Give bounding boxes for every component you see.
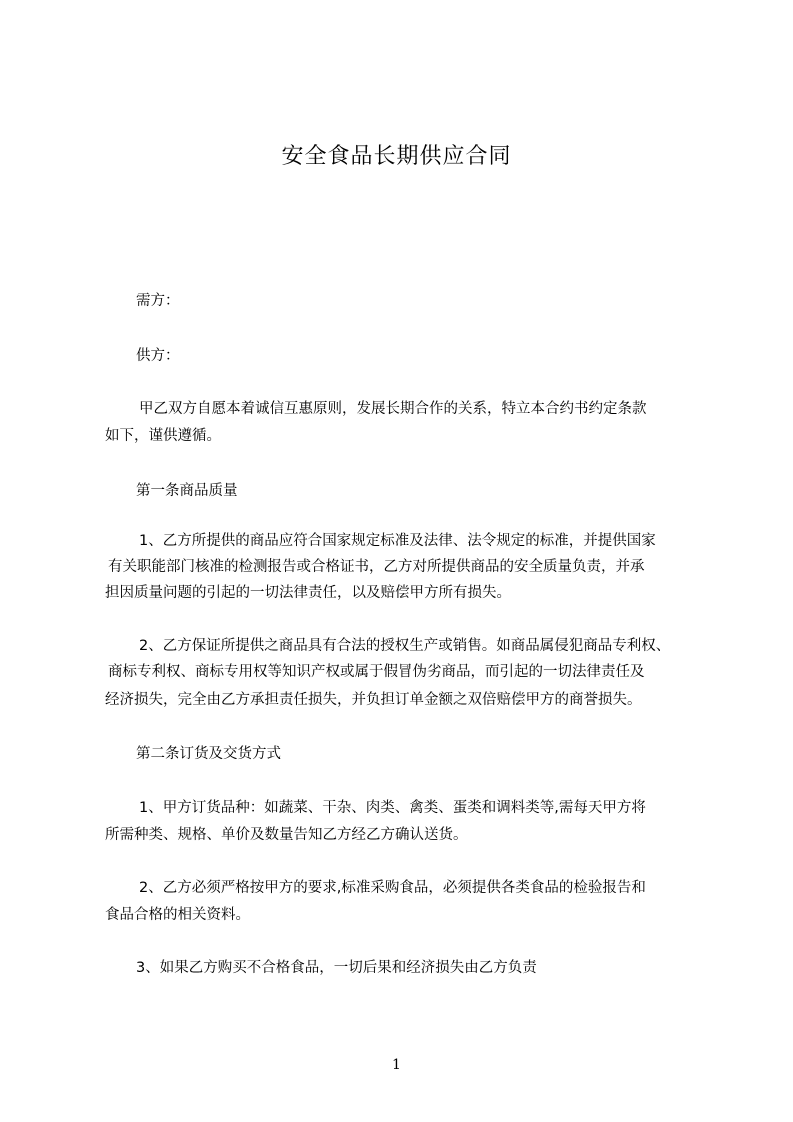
document-title: 安全食品长期供应合同 [281,144,512,169]
page-number: 1 [392,1057,401,1073]
article-2-clause-1-line-1: 1、甲方订货品种：如蔬菜、干杂、肉类、禽类、蛋类和调料类等,需每天甲方将 [139,800,646,816]
article-2-clause-3-line-1: 3、如果乙方购买不合格食品，一切后果和经济损失由乙方负责 [136,960,537,976]
demand-party-label: 需方： [136,293,180,309]
article-1-clause-2-line-1: 2、乙方保证所提供之商品具有合法的授权生产或销售。如商品属侵犯商品专利权、 [139,638,671,654]
article-1-heading: 第一条商品质量 [136,483,238,499]
article-2-clause-2-line-1: 2、乙方必须严格按甲方的要求,标准采购食品，必须提供各类食品的检验报告和 [139,880,646,896]
intro-line-1: 甲乙双方自愿本着诚信互惠原则，发展长期合作的关系，特立本合约书约定条款 [139,401,647,417]
article-1-clause-1-line-1: 1、乙方所提供的商品应符合国家规定标准及法律、法令规定的标准，并提供国家 [139,533,656,549]
article-2-clause-1-line-2: 所需种类、规格、单价及数量告知乙方经乙方确认送货。 [105,827,468,843]
article-1-clause-2-line-2: 商标专利权、商标专用权等知识产权或属于假冒伪劣商品，而引起的一切法律责任及 [108,664,645,680]
article-2-heading: 第二条订货及交货方式 [136,746,281,762]
article-1-clause-2-line-3: 经济损失，完全由乙方承担责任损失，并负担订单金额之双倍赔偿甲方的商誉损失。 [105,692,642,708]
article-1-clause-1-line-3: 担因质量问题的引起的一切法律责任，以及赔偿甲方所有损失。 [105,585,511,601]
intro-line-2: 如下，谨供遵循。 [105,428,221,444]
article-2-clause-2-line-2: 食品合格的相关资料。 [105,907,250,923]
article-1-clause-1-line-2: 有关职能部门核准的检测报告或合格证书，乙方对所提供商品的安全质量负责，并承 [108,559,645,575]
supply-party-label: 供方： [136,348,180,364]
